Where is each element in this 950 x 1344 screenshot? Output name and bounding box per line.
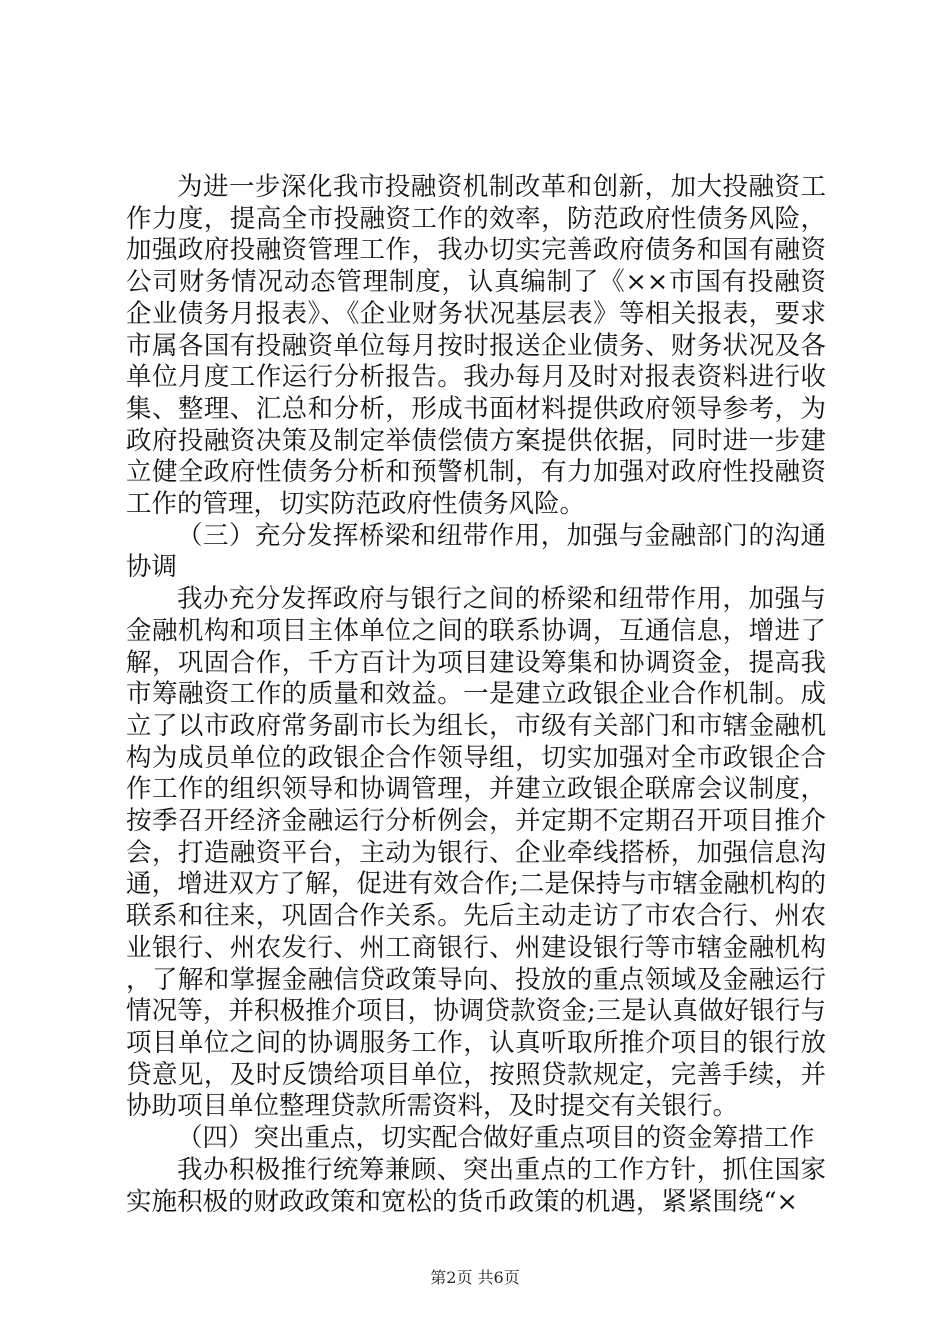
paragraph-debt-management: 为进一步深化我市投融资机制改革和创新，加大投融资工作力度，提高全市投融资工作的效率，防范政府性债务风险，加强政府投融资管理工作，我办切实完善政府债务和国有融资公司财务情况动态管理制度，认真编制了《××市国有投融资企业债务月报表》、《企业财务状况基层表》等相关报表，要求市属各国有投融资单位每月按时报送企业债务、财务状况及各单位月度工作运行分析报告。我办每月及时对报表资料进行收集、整理、汇总和分析，形成书面材料提供政府领导参考，为政府投融资决策及制定举债偿债方案提供依据，同时进一步建立健全政府性债务分析和预警机制，有力加强对政府性投融资工作的管理，切实防范政府性债务风险。 xyxy=(126,172,826,520)
paragraph-bank-coordination: 我办充分发挥政府与银行之间的桥梁和纽带作用，加强与金融机构和项目主体单位之间的联系协调，互通信息，增进了解，巩固合作，千方百计为项目建设筹集和协调资金，提高我市筹融资工作的质量和效益。一是建立政银企业合作机制。成立了以市政府常务副市长为组长，市级有关部门和市辖金融机构为成员单位的政银企合作领导组，切实加强对全市政银企合作工作的组织领导和协调管理，并建立政银企联席会议制度，按季召开经济金融运行分析例会，并定期不定期召开项目推介会，打造融资平台，主动为银行、企业牵线搭桥，加强信息沟通，增进双方了解，促进有效合作;二是保持与市辖金融机构的联系和往来，巩固合作关系。先后主动走访了市农合行、州农业银行、州农发行、州工商银行、州建设银行等市辖金融机构，了解和掌握金融信贷政策导向、投放的重点领域及金融运行情况等，并积极推介项目，协调贷款资金;三是认真做好银行与项目单位之间的协调服务工作，认真听取所推介项目的银行放贷意见，及时反馈给项目单位，按照贷款规定，完善手续，并协助项目单位整理贷款所需资料，及时提交有关银行。 xyxy=(126,584,826,1122)
page-footer xyxy=(0,1268,950,1288)
paragraph-key-projects: 我办积极推行统筹兼顾、突出重点的工作方针，抓住国家实施积极的财政政策和宽松的货币政策的机遇，紧紧围绕“× xyxy=(126,1154,826,1217)
page-number-label: 第2页 共6页 xyxy=(430,1268,520,1287)
section-heading-four: （四）突出重点，切实配合做好重点项目的资金筹措工作 xyxy=(177,1123,815,1154)
section-heading-three: （三）充分发挥桥梁和纽带作用，加强与金融部门的沟通协调 xyxy=(126,520,826,583)
document-body xyxy=(126,172,826,1218)
